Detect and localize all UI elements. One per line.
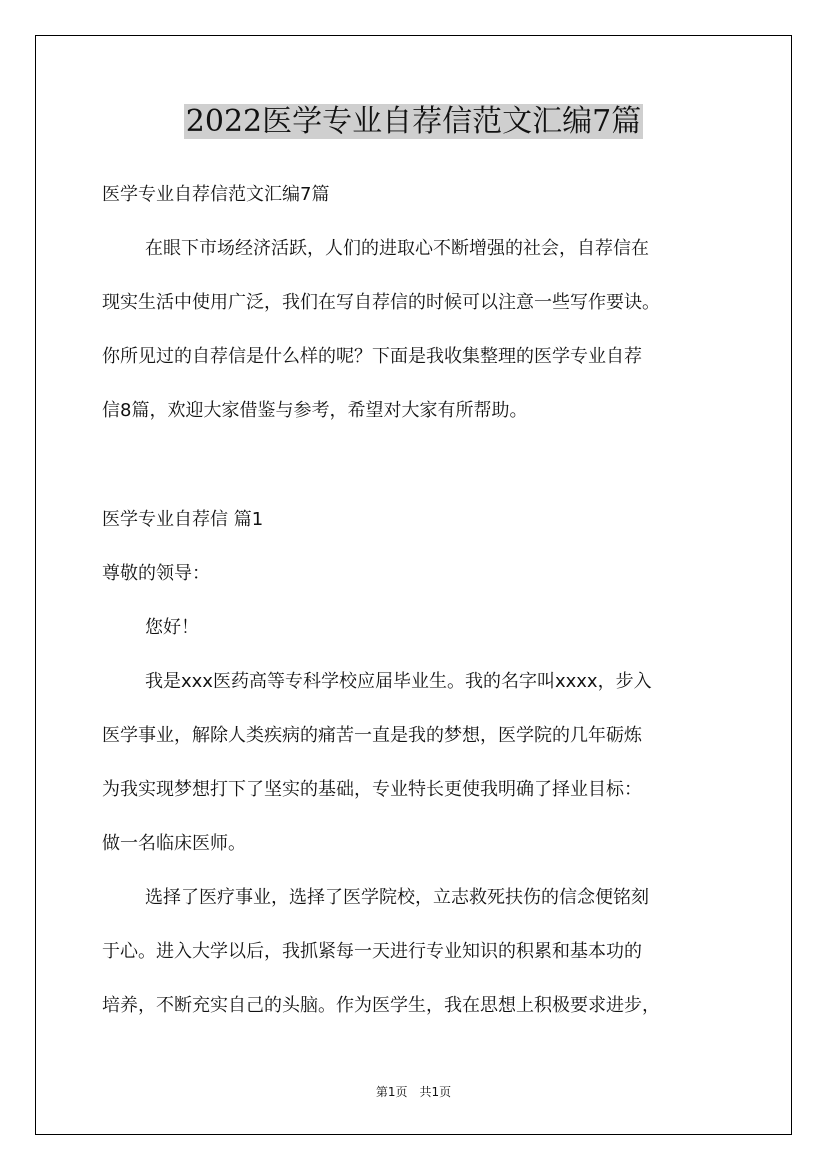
intro-line: 在眼下市场经济活跃，人们的进取心不断增强的社会，自荐信在 xyxy=(145,238,649,259)
intro-line: 你所见过的自荐信是什么样的呢？下面是我收集整理的医学专业自荐 xyxy=(102,346,642,367)
paragraph-line: 做一名临床医师。 xyxy=(102,833,246,854)
paragraph-line: 选择了医疗事业，选择了医学院校，立志救死扶伤的信念便铭刻 xyxy=(145,887,649,908)
paragraph-line: 医学事业，解除人类疾病的痛苦一直是我的梦想，医学院的几年砺炼 xyxy=(102,725,642,746)
paragraph-line: 于心。进入大学以后，我抓紧每一天进行专业知识的积累和基本功的 xyxy=(102,941,642,962)
page-number-footer: 第1页 共1页 xyxy=(375,1085,452,1099)
document-title: 2022医学专业自荐信范文汇编7篇 xyxy=(185,104,642,139)
paragraph-line: 我是xxx医药高等专科学校应届毕业生。我的名字叫xxxx，步入 xyxy=(145,671,652,692)
section-heading: 医学专业自荐信 篇1 xyxy=(102,509,264,530)
intro-line: 信8篇，欢迎大家借鉴与参考，希望对大家有所帮助。 xyxy=(102,400,528,421)
salutation: 尊敬的领导： xyxy=(102,563,210,584)
intro-line: 现实生活中使用广泛，我们在写自荐信的时候可以注意一些写作要诀。 xyxy=(102,292,660,313)
paragraph-line: 培养，不断充实自己的头脑。作为医学生，我在思想上积极要求进步， xyxy=(102,995,660,1016)
greeting: 您好！ xyxy=(145,617,199,638)
paragraph-line: 为我实现梦想打下了坚实的基础，专业特长更使我明确了择业目标： xyxy=(102,779,642,800)
document-subtitle: 医学专业自荐信范文汇编7篇 xyxy=(102,184,330,205)
